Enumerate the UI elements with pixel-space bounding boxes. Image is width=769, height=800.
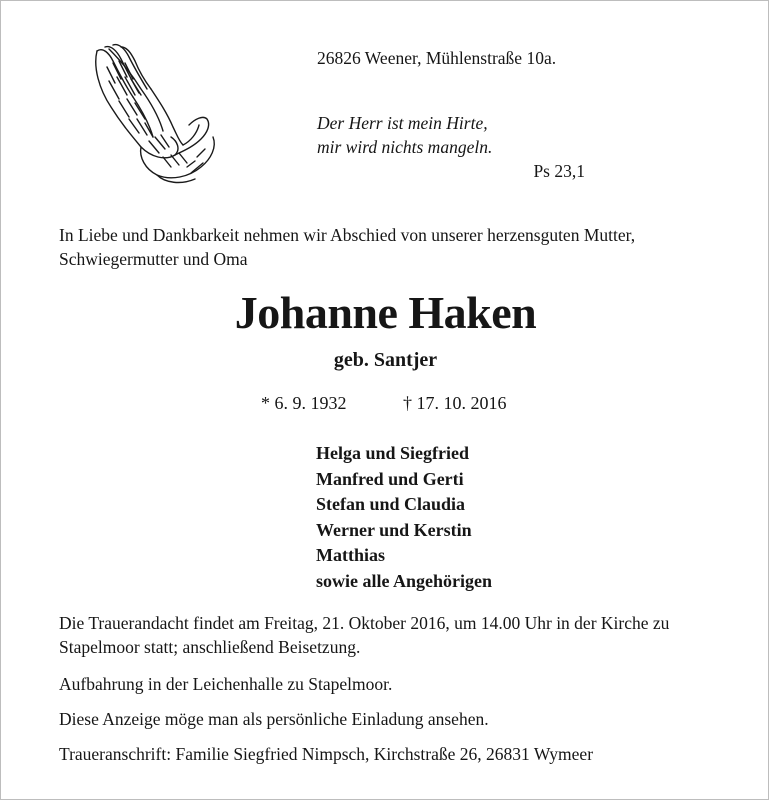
mourners-list (316, 441, 492, 595)
invitation-note: Diese Anzeige möge man als persönliche Einladung ansehen. (59, 709, 489, 729)
birth-name: geb. Santjer (333, 349, 438, 371)
mourner-item: Helga und Siegfried (316, 443, 470, 463)
mourner-item: sowie alle Angehörigen (316, 570, 492, 591)
verse-line-2: mir wird nichts mangeln. (317, 137, 493, 157)
deceased-name: Johanne Haken (234, 287, 537, 338)
birth-date: * 6. 9. 1932 (261, 393, 347, 413)
service-info: Die Trauerandacht findet am Freitag, 21. Oktober 2016, um 14.00 Uhr in der Kirche zu Stapelmoor statt; anschließend Beisetzung. (59, 613, 670, 657)
mourner-item: Matthias (316, 545, 385, 566)
family-address: 26826 Weener, Mühlenstraße 10a. (317, 48, 557, 68)
bible-verse (317, 111, 585, 183)
praying-hands-icon (79, 37, 229, 187)
verse-line-1: Der Herr ist mein Hirte, (317, 113, 488, 133)
contact-address: Traueranschrift: Familie Siegfried Nimpsch, Kirchstraße 26, 26831 Wymeer (59, 744, 594, 764)
intro-text: In Liebe und Dankbarkeit nehmen wir Abschied von unserer herzensguten Mutter, Schwiegermutter und Oma (59, 225, 636, 269)
mourner-item: Stefan und Claudia (316, 494, 466, 515)
mourner-item: Manfred und Gerti (316, 468, 464, 489)
viewing-info: Aufbahrung in der Leichenhalle zu Stapelmoor. (59, 674, 393, 694)
death-date: † 17. 10. 2016 (403, 393, 507, 413)
verse-reference: Ps 23,1 (533, 161, 585, 181)
mourner-item: Werner und Kerstin (316, 519, 472, 540)
